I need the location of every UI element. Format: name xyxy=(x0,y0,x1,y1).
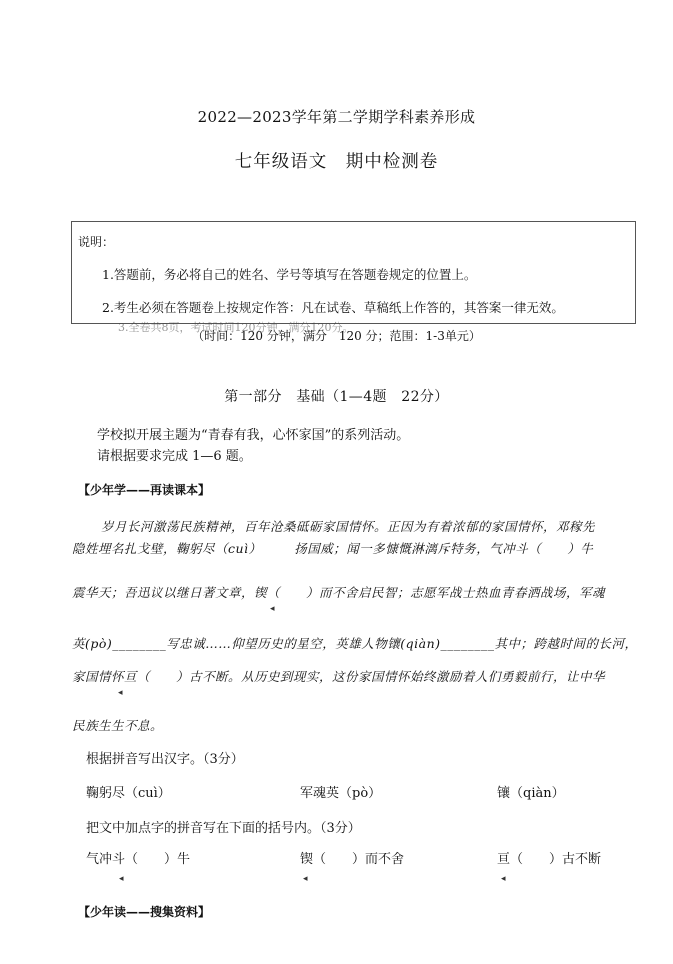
question-1-item-3: 镶（qiàn） xyxy=(497,786,565,801)
emphasis-dot-mark: ◂ xyxy=(118,688,123,698)
passage-line-2: 隐姓埋名扎戈壁，鞠躬尽（cuì） 扬国威；闻一多慷慨淋漓斥特务，气冲斗（ ）牛 xyxy=(72,541,594,556)
question-1-item-2: 军魂英（pò） xyxy=(300,786,382,801)
emphasis-dot-mark: ◂ xyxy=(119,874,124,884)
question-1-item-1: 鞠躬尽（cuì） xyxy=(86,786,171,801)
passage-line-3: 震华天；吾迅议以继日著文章，锲（ ）而不舍启民智；志愿军战士热血青春洒战场，军魂 xyxy=(72,585,606,600)
instruction-item-3-clipped: 3.全卷共8页，考试时间120分钟，满分120分。 xyxy=(118,321,354,334)
instructions-box xyxy=(71,221,636,334)
question-1-stem: 根据拼音写出汉字。（3分） xyxy=(86,752,244,767)
part1-intro-line1: 学校拟开展主题为“青春有我，心怀家国”的系列活动。 xyxy=(97,428,410,443)
emphasis-dot-mark: ◂ xyxy=(303,874,308,884)
section-a-label: 【少年学——再读课本】 xyxy=(78,483,211,497)
passage-line-1: 岁月长河激荡民族精神，百年沧桑砥砺家国情怀。正因为有着浓郁的家国情怀，邓稼先 xyxy=(101,519,596,534)
question-2-item-1: 气冲斗（ ）牛 xyxy=(86,852,191,867)
instruction-item-2: 2.考生必须在答题卷上按规定作答：凡在试卷、草稿纸上作答的，其答案一律无效。 xyxy=(102,300,564,315)
passage-line-4: 英(pò)________写忠诚……仰望历史的星空，英雄人物镶(qiàn)________其中；跨越时间的长河， xyxy=(72,636,638,651)
question-2-item-3: 亘（ ）古不断 xyxy=(497,852,602,867)
emphasis-dot-mark: ◂ xyxy=(501,874,506,884)
instruction-item-1: 1.答题前，务必将自己的姓名、学号等填写在答题卷规定的位置上。 xyxy=(102,267,477,282)
section-b-label: 【少年读——搜集资料】 xyxy=(78,905,211,919)
question-2-stem: 把文中加点字的拼音写在下面的括号内。（3分） xyxy=(86,821,361,836)
part1-intro-line2: 请根据要求完成 1—6 题。 xyxy=(97,449,252,464)
passage-line-5: 家国情怀亘（ ）古不断。从历史到现实，这份家国情怀始终激励着人们勇毅前行，让中华 xyxy=(72,669,606,684)
exam-title-line1: 2022—2023学年第二学期学科素养形成 xyxy=(197,108,476,126)
question-2-item-2: 锲（ ）而不舍 xyxy=(300,852,405,867)
instructions-title: 说明： xyxy=(78,235,115,249)
exam-time-info: （时间：120 分钟，满分 120 分；范围：1-3单元） xyxy=(192,329,481,343)
emphasis-dot-mark: ◂ xyxy=(270,604,275,614)
part1-heading: 第一部分 基础（1—4题 22分） xyxy=(224,389,449,405)
exam-title-line2: 七年级语文 期中检测卷 xyxy=(234,152,439,172)
passage-line-6: 民族生生不息。 xyxy=(72,718,164,733)
